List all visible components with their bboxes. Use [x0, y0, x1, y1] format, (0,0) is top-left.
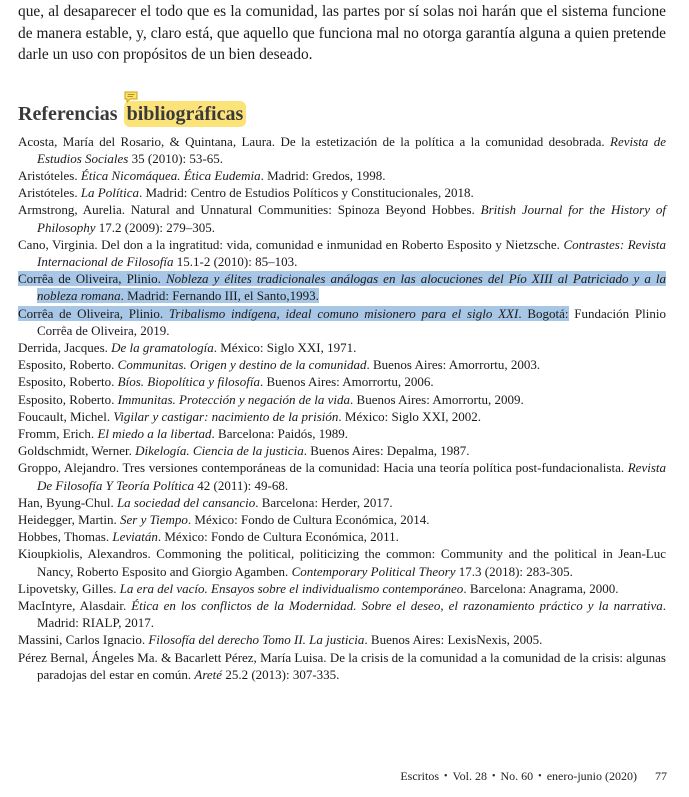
- footer-number: No. 60: [500, 769, 534, 783]
- footer-volume: Vol. 28: [452, 769, 487, 783]
- reference-entry[interactable]: Massini, Carlos Ignacio. Filosofía del derecho Tomo II. La justicia. Buenos Aires: LexisNexis, 2005.: [18, 632, 543, 648]
- reference-entry[interactable]: Aristóteles. La Política. Madrid: Centro de Estudios Políticos y Constitucionales, 2018.: [18, 185, 474, 201]
- reference-entry-selected[interactable]: Corrêa de Oliveira, Plinio. Tribalismo indígena, ideal comuno misionero para el siglo XXI. Bogotá: Fundación Plinio Corrêa de Oliveira, 2019.: [18, 305, 667, 338]
- reference-entry[interactable]: Armstrong, Aurelia. Natural and Unnatural Communities: Spinoza Beyond Hobbes. British Journal for the History of Philosophy 17.2 (2009): 279–305.: [18, 202, 666, 235]
- reference-entry[interactable]: Han, Byung-Chul. La sociedad del cansancio. Barcelona: Herder, 2017.: [18, 494, 393, 510]
- reference-entry[interactable]: Esposito, Roberto. Bíos. Biopolítica y filosofía. Buenos Aires: Amorrortu, 2006.: [18, 374, 434, 390]
- page-footer: Escritos • Vol. 28 • No. 60 • enero-junio (2020) 77: [400, 769, 667, 783]
- footer-period: enero-junio (2020): [546, 769, 637, 783]
- reference-entry[interactable]: Acosta, María del Rosario, & Quintana, Laura. De la estetización de la política a la comunidad desobrada. Revista de Estudios Sociales 35 (2010): 53-65.: [18, 133, 666, 166]
- reference-entry[interactable]: Hobbes, Thomas. Leviatán. México: Fondo de Cultura Económica, 2011.: [18, 529, 399, 545]
- reference-entry[interactable]: Fromm, Erich. El miedo a la libertad. Barcelona: Paidós, 1989.: [18, 425, 349, 441]
- document-page: [18, 0, 666, 683]
- reference-entry[interactable]: Cano, Virginia. Del don a la ingratitud: vida, comunidad e inmunidad en Roberto Esposito y Nietzsche. Contrastes: Revista Internacional de Filosofía 15.1-2 (2010): 85–103.: [18, 236, 666, 269]
- reference-entry[interactable]: Esposito, Roberto. Communitas. Origen y destino de la comunidad. Buenos Aires: Amorrortu, 2003.: [18, 357, 541, 373]
- reference-entry[interactable]: Kioupkiolis, Alexandros. Commoning the political, politicizing the common: Community and the political in Jean-Luc Nancy, Roberto Esposito and Giorgio Agamben. Contemporary Political Theory 17.3 (2018): 283-305.: [18, 546, 666, 579]
- section-title-highlight[interactable]: bibliográficas: [124, 101, 247, 127]
- section-title: [18, 100, 246, 128]
- reference-entry-selected[interactable]: Corrêa de Oliveira, Plinio. Nobleza y élites tradicionales análogas en las alocuciones del Pío XIII al Patriciado y a la nobleza romana. Madrid: Fernando III, el Santo,1993.: [18, 271, 666, 304]
- comment-icon[interactable]: [124, 90, 138, 102]
- reference-entry[interactable]: Goldschmidt, Werner. Dikelogía. Ciencia de la justicia. Buenos Aires: Depalma, 1987.: [18, 443, 470, 459]
- reference-entry[interactable]: Lipovetsky, Gilles. La era del vacío. Ensayos sobre el individualismo contemporáneo. Barcelona: Anagrama, 2000.: [18, 580, 619, 596]
- reference-entry[interactable]: Pérez Bernal, Ángeles Ma. & Bacarlett Pérez, María Luisa. De la crisis de la comunidad a la comunidad de la crisis: algunas paradojas del estar en común. Areté 25.2 (2013): 307-335.: [18, 649, 666, 682]
- reference-entry[interactable]: Groppo, Alejandro. Tres versiones contemporáneas de la comunidad: Hacia una teoría política post-fundacionalista. Revista De Filosofía Y Teoría Política 42 (2011): 49-68.: [18, 460, 666, 493]
- page-number: 77: [655, 769, 667, 783]
- intro-paragraph: que, al desaparecer el todo que es la comunidad, las partes por sí solas noi harán que el sistema funcione de manera estable, y, claro está, que aquello que funciona mal no otorga garantía alguna a quien pretende darle un uso con propósitos de un bien deseado.: [18, 3, 666, 63]
- reference-entry[interactable]: Esposito, Roberto. Immunitas. Protección y negación de la vida. Buenos Aires: Amorrortu, 2009.: [18, 391, 524, 407]
- reference-entry[interactable]: Aristóteles. Ética Nicomáquea. Ética Eudemia. Madrid: Gredos, 1998.: [18, 167, 386, 183]
- section-title-plain: Referencias: [18, 102, 118, 125]
- reference-entry[interactable]: Foucault, Michel. Vigilar y castigar: nacimiento de la prisión. México: Siglo XXI, 2002.: [18, 408, 482, 424]
- reference-entry[interactable]: Heidegger, Martin. Ser y Tiempo. México: Fondo de Cultura Económica, 2014.: [18, 511, 430, 527]
- references-list: [18, 133, 666, 684]
- footer-journal: Escritos: [400, 769, 440, 783]
- reference-entry[interactable]: Derrida, Jacques. De la gramatología. México: Siglo XXI, 1971.: [18, 339, 357, 355]
- section-heading: [18, 94, 666, 130]
- reference-entry[interactable]: MacIntyre, Alasdair. Ética en los conflictos de la Modernidad. Sobre el deseo, el razonamiento práctico y la narrativa. Madrid: RIALP, 2017.: [18, 597, 666, 631]
